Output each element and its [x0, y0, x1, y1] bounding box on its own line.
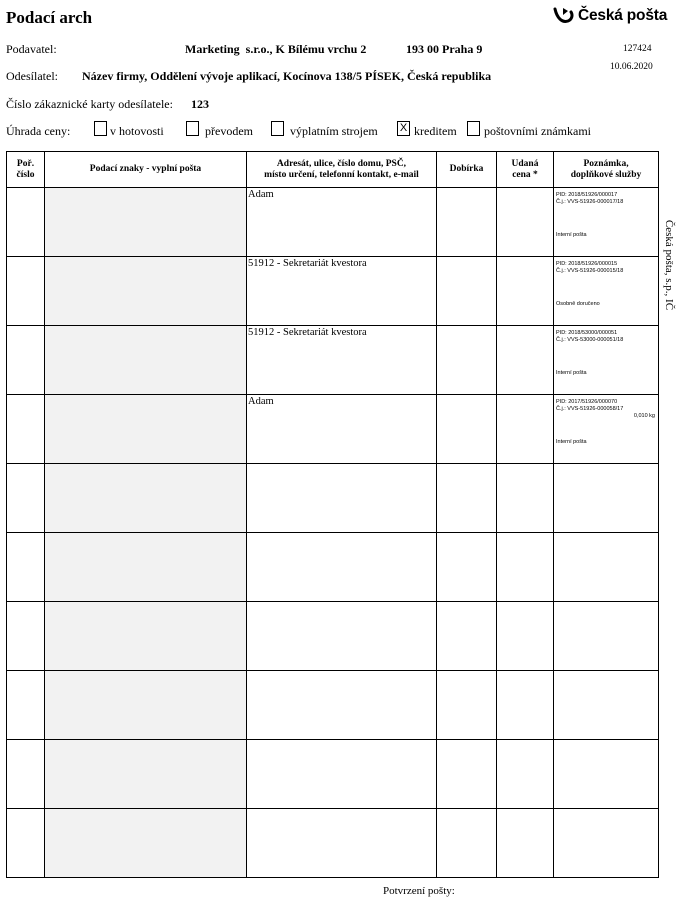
post-marks-cell: [45, 740, 247, 809]
pid-text: PID: 2018/51926/000015: [556, 261, 618, 267]
addressee-text: [247, 809, 436, 810]
declared-value-cell: [497, 188, 554, 257]
table-row: [7, 188, 659, 257]
notes-content: [554, 326, 658, 390]
notes-cell: [554, 809, 659, 878]
service-text: Interní pošta: [556, 232, 587, 238]
order-cell: [7, 464, 45, 533]
service-text: Osobně doručeno: [556, 301, 600, 307]
addressee-cell: [247, 188, 437, 257]
payment-credit-label: kreditem: [414, 124, 457, 138]
addressee-text: Adam: [248, 396, 274, 407]
pid-text: PID: 2017/51926/000070: [556, 399, 618, 405]
declared-value-cell: [497, 257, 554, 326]
addressee-cell: [247, 533, 437, 602]
col-header-addressee-line1: Adresát, ulice, číslo domu, PSČ,: [276, 158, 407, 169]
addressee-text: [247, 533, 436, 534]
col-header-addressee-line2: místo určení, telefonní kontakt, e-mail: [264, 169, 419, 180]
cod-cell: [437, 395, 497, 464]
addressee-text: [247, 602, 436, 603]
post-marks-cell: [45, 257, 247, 326]
posthorn-icon: [553, 6, 575, 26]
odesilatel-label: Odesílatel:: [6, 69, 58, 83]
declared-value-cell: [497, 740, 554, 809]
cod-cell: [437, 671, 497, 740]
post-marks-cell: [45, 533, 247, 602]
payment-cash-label: v hotovosti: [110, 124, 164, 138]
payment-transfer-label: převodem: [205, 124, 253, 138]
notes-cell: [554, 740, 659, 809]
declared-value-cell: [497, 602, 554, 671]
col-header-declared-value: [497, 152, 554, 188]
addressee-text: 51912 - Sekretariát kvestora: [248, 327, 367, 338]
col-header-declared-value-line2: cena *: [512, 169, 538, 180]
service-text: Interní pošta: [556, 439, 587, 445]
consignment-table: [6, 151, 659, 878]
cod-cell: [437, 464, 497, 533]
podavatel-city: 193 00 Praha 9: [406, 42, 483, 56]
payment-label: Úhrada ceny:: [6, 124, 71, 138]
notes-cell: [554, 257, 659, 326]
declared-value-cell: [497, 395, 554, 464]
addressee-text: 51912 - Sekretariát kvestora: [248, 258, 367, 269]
table-row: [7, 602, 659, 671]
side-text: Česká pošta, s.p., IČ: [663, 219, 675, 311]
post-marks-cell: [45, 464, 247, 533]
col-header-notes-line2: doplňkové služby: [570, 169, 642, 180]
post-marks-cell: [45, 326, 247, 395]
addressee-text: [247, 671, 436, 672]
notes-content: [554, 671, 658, 735]
table-row: [7, 395, 659, 464]
pid-text: PID: 2018/51926/000017: [556, 192, 618, 198]
table-body: [7, 188, 659, 878]
payment-credit-checkbox[interactable]: X: [397, 121, 410, 136]
post-marks-cell: [45, 671, 247, 740]
reference-number-text: Č.j.: VVS-51926-000017/18: [556, 199, 624, 205]
podavatel-label: Podavatel:: [6, 42, 57, 56]
order-cell: [7, 326, 45, 395]
odesilatel-value: Název firmy, Oddělení vývoje aplikací, Kocínova 138/5 PÍSEK, Česká republika: [82, 69, 492, 83]
addressee-text: [247, 464, 436, 465]
col-header-addressee: [247, 152, 437, 188]
customer-card-label: Číslo zákaznické karty odesílatele:: [6, 97, 173, 111]
addressee-text: [247, 740, 436, 741]
addressee-cell: [247, 395, 437, 464]
side-vertical-text: [660, 205, 678, 325]
payment-franking-checkbox[interactable]: [271, 121, 284, 136]
post-marks-cell: [45, 395, 247, 464]
addressee-cell: [247, 257, 437, 326]
col-header-cod: Dobírka: [437, 152, 497, 188]
declared-value-cell: [497, 326, 554, 395]
post-marks-cell: [45, 188, 247, 257]
declared-value-cell: [497, 671, 554, 740]
table-row: [7, 671, 659, 740]
col-header-post-marks: Podací znaky - vyplní pošta: [45, 152, 247, 188]
post-marks-cell: [45, 602, 247, 671]
notes-content: [554, 464, 658, 528]
customer-card-value: 123: [191, 97, 209, 111]
notes-content: [554, 533, 658, 597]
declared-value-cell: [497, 533, 554, 602]
order-cell: [7, 740, 45, 809]
notes-content: [554, 809, 658, 873]
notes-content: [554, 395, 658, 459]
podavatel-name: Marketing s.r.o., K Bílému vrchu 2: [185, 42, 367, 56]
notes-cell: [554, 602, 659, 671]
cod-cell: [437, 188, 497, 257]
notes-content: [554, 602, 658, 666]
order-cell: [7, 257, 45, 326]
col-header-order: Poř. číslo: [7, 152, 45, 188]
cod-cell: [437, 740, 497, 809]
cod-cell: [437, 809, 497, 878]
payment-stamps-checkbox[interactable]: [467, 121, 480, 136]
post-confirmation-label: Potvrzení pošty:: [383, 885, 455, 897]
order-cell: [7, 395, 45, 464]
document-number: 127424: [623, 44, 652, 54]
col-header-notes: [554, 152, 659, 188]
payment-cash-checkbox[interactable]: [94, 121, 107, 136]
ceska-posta-logo: [553, 5, 667, 27]
cod-cell: [437, 602, 497, 671]
reference-number-text: Č.j.: VVS-53000-000051/18: [556, 337, 624, 343]
notes-cell: [554, 671, 659, 740]
logo-text: Česká pošta: [578, 7, 668, 24]
table-row: [7, 533, 659, 602]
service-text: Interní pošta: [556, 370, 587, 376]
col-header-declared-value-line1: Udaná: [511, 158, 539, 169]
payment-franking-label: výplatním strojem: [290, 124, 378, 138]
reference-number-text: Č.j.: VVS-51926-000058/17: [556, 406, 624, 412]
pid-text: PID: 2018/53000/000051: [556, 330, 618, 336]
table-row: [7, 326, 659, 395]
table-row: [7, 740, 659, 809]
table-row: [7, 809, 659, 878]
table-row: [7, 257, 659, 326]
notes-cell: [554, 188, 659, 257]
notes-cell: [554, 326, 659, 395]
notes-content: [554, 188, 658, 252]
addressee-cell: [247, 671, 437, 740]
declared-value-cell: [497, 809, 554, 878]
order-cell: [7, 602, 45, 671]
page-title: Podací arch: [6, 8, 93, 27]
table-row: [7, 464, 659, 533]
notes-cell: [554, 533, 659, 602]
order-cell: [7, 809, 45, 878]
notes-content: [554, 257, 658, 321]
document-date: 10.06.2020: [610, 62, 653, 72]
addressee-text: Adam: [248, 189, 274, 200]
order-cell: [7, 188, 45, 257]
weight-text: 0,010 kg: [633, 413, 655, 419]
table-header-row: [7, 152, 659, 188]
notes-cell: [554, 395, 659, 464]
cod-cell: [437, 533, 497, 602]
addressee-cell: [247, 326, 437, 395]
order-cell: [7, 671, 45, 740]
cod-cell: [437, 326, 497, 395]
payment-transfer-checkbox[interactable]: [186, 121, 199, 136]
notes-content: [554, 740, 658, 804]
addressee-cell: [247, 602, 437, 671]
order-cell: [7, 533, 45, 602]
notes-cell: [554, 464, 659, 533]
col-header-notes-line1: Poznámka,: [583, 158, 629, 169]
addressee-cell: [247, 809, 437, 878]
cod-cell: [437, 257, 497, 326]
post-marks-cell: [45, 809, 247, 878]
reference-number-text: Č.j.: VVS-51926-000015/18: [556, 268, 624, 274]
addressee-cell: [247, 464, 437, 533]
addressee-cell: [247, 740, 437, 809]
payment-stamps-label: poštovními známkami: [484, 124, 591, 138]
declared-value-cell: [497, 464, 554, 533]
